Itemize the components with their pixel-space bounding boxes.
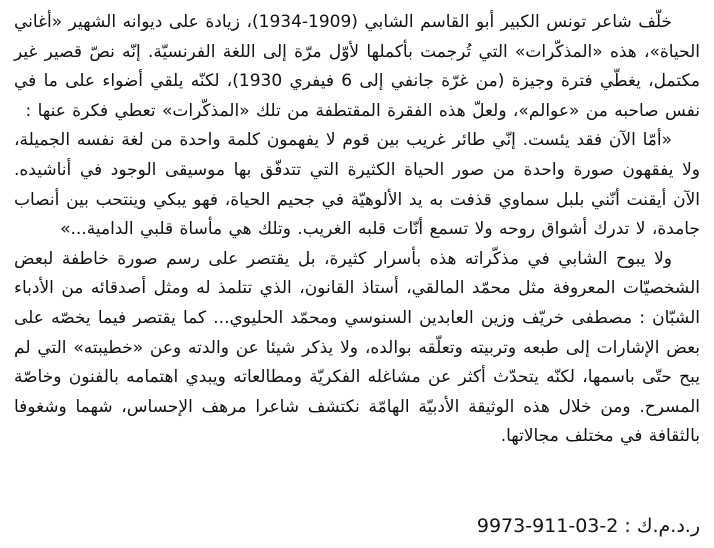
isbn-number: 9973-911-03-2 xyxy=(476,515,619,537)
isbn-label: ر.د.م.ك : xyxy=(624,515,700,537)
paragraph-intro: خلّف شاعر تونس الكبير أبو القاسم الشابي (1909-1934)، زيادة على ديوانه الشهير «أغاني الحياة»، هذه «المذكّرات» التي تُرجمت بأكملها لأوّل مرّة إلى اللغة الفرنسيّة. إنّه نصّ قصير غير مكتمل، يغطّي فترة وجيزة (من غرّة جانفي إلى 6 فيفري 1930)، لكنّه يلقي أضواء على ما في نفس صاحبه من «عوالم»، ولعلّ هذه الفقرة المقتطفة من تلك «المذكّرات» تعطي فكرة عنها : xyxy=(14,12,700,121)
paragraph-quote: «أمّا الآن فقد يئست. إنّي طائر غريب بين قوم لا يفهمون كلمة واحدة من لغة نفسه الجميلة، ولا يفقهون صورة واحدة من صور الحياة الكثيرة التي تتدفّق بها موسيقى الوجود في أناشيده. الآن أيقنت أنّني بلبل سماوي قذفت به يد الألوهيّة في جحيم الحياة، فهو يبكي وينتحب بين أنصاب جامدة، لا تدرك أشواق روحه ولا تسمع أنّات قلبه الغريب. وتلك هي مأساة قلبي الدامية...» xyxy=(14,130,700,240)
paragraph-body: ولا يبوح الشابي في مذكّراته هذه بأسرار كثيرة، بل يقتصر على رسم صورة خاطفة لبعض الشخصيّات المعروفة مثل محمّد المالقي، أستاذ القانون، الذي تتلمذ له ومثل أصدقائه من الأدباء الشبّان : مصطفى خريّف وزين العابدين السنوسي ومحمّد الحليوي... كما يقتصر فيما يخصّه على بعض الإشارات إلى طبعه وتربيته وتعلّقه بوالده، ولا يذكر شيئا عن والدته وعن «خطيبته» التي لم يبح حتّى باسمها، لكنّه يتحدّث أكثر عن مشاغله الفكريّة ومطالعاته ويبدي اهتمامه بالفنون وخاصّة المسرح. ومن خلال هذه الوثيقة الأدبيّة الهامّة نكتشف شاعرا مرهف الإحساس، شهما وشغوفا بالثقافة في مختلف مجالاتها. xyxy=(14,248,700,447)
isbn-line xyxy=(477,513,700,539)
